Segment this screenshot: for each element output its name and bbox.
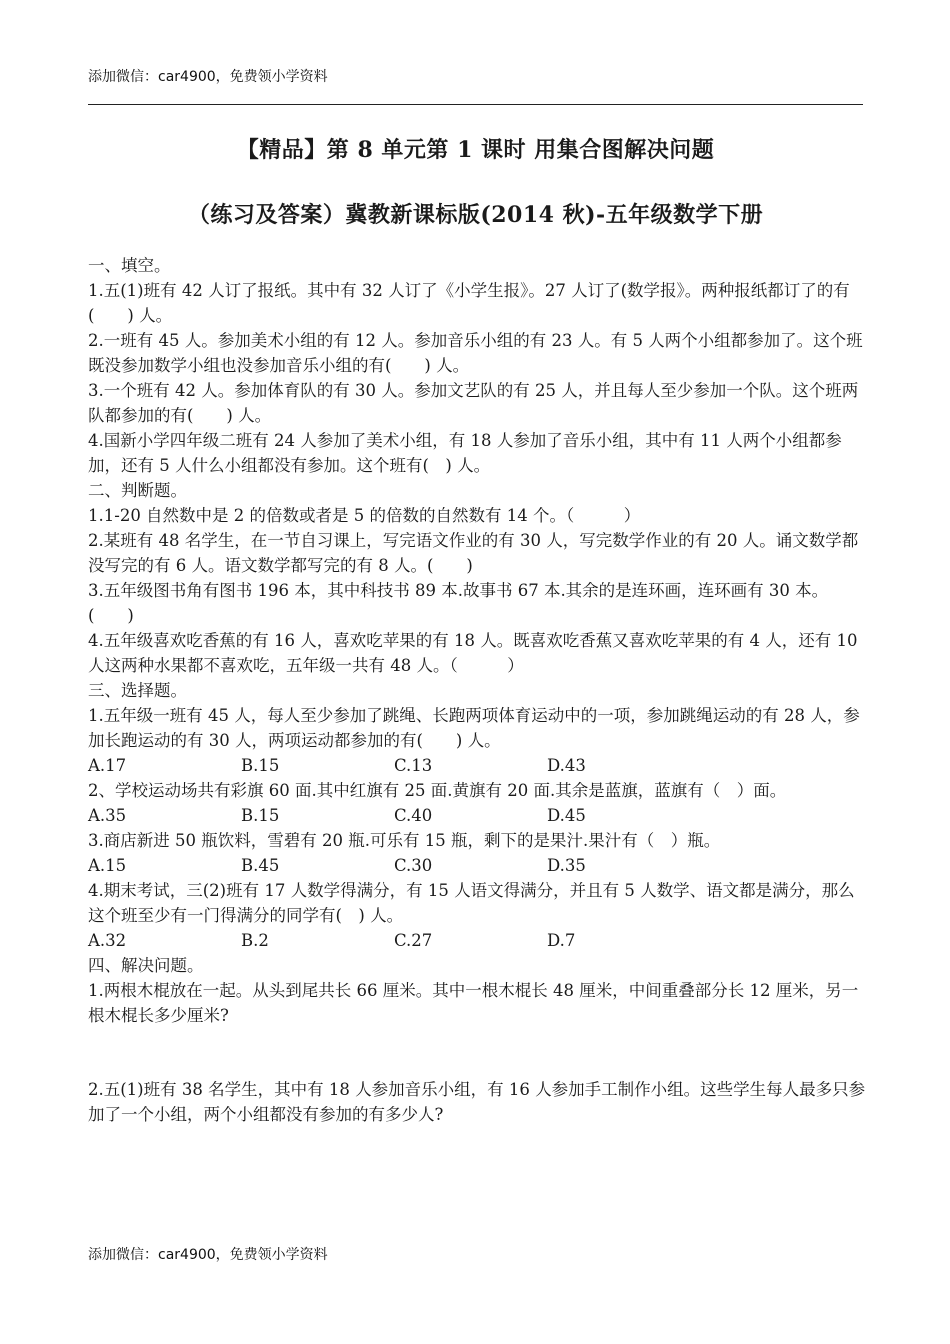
section-heading-solve: 四、解决问题。 (88, 956, 204, 975)
option-c: C.13 (394, 756, 433, 775)
choice-question-2-options (88, 803, 868, 828)
option-d: D.35 (547, 856, 586, 875)
section-heading-judge: 二、判断题。 (88, 481, 187, 500)
option-c: C.27 (394, 931, 433, 950)
option-b: B.45 (241, 856, 280, 875)
judge-question-3: 3.五年级图书角有图书 196 本，其中科技书 89 本.故事书 67 本.其余的是连环画，连环画有 30 本。( ) (88, 581, 829, 625)
option-d: D.45 (547, 806, 586, 825)
option-a: A.35 (88, 806, 127, 825)
option-b: B.2 (241, 931, 269, 950)
choice-question-2: 2、学校运动场共有彩旗 60 面.其中红旗有 25 面.黄旗有 20 面.其余是蓝旗，蓝旗有（ ）面。 (88, 781, 787, 800)
option-c: C.30 (394, 856, 433, 875)
page-subtitle: （练习及答案）冀教新课标版(2014 秋)-五年级数学下册 (187, 202, 764, 228)
judge-question-1: 1.1-20 自然数中是 2 的倍数或者是 5 的倍数的自然数有 14 个。（ ） (88, 506, 641, 525)
fill-question-3: 3.一个班有 42 人。参加体育队的有 30 人。参加文艺队的有 25 人，并且每人至少参加一个队。这个班两队都参加的有( ) 人。 (88, 381, 859, 425)
fill-question-1: 1.五(1)班有 42 人订了报纸。其中有 32 人订了《小学生报》。27 人订了(数学报》。两种报纸都订了的有( ) 人。 (88, 281, 850, 325)
footer-note: 添加微信：car4900，免费领小学资料 (88, 1247, 328, 1263)
option-a: A.15 (88, 856, 127, 875)
choice-question-3-options (88, 853, 868, 878)
judge-question-4: 4.五年级喜欢吃香蕉的有 16 人，喜欢吃苹果的有 18 人。既喜欢吃香蕉又喜欢吃苹果的有 4 人，还有 10 人这两种水果都不喜欢吃，五年级一共有 48 人。（ ） (88, 631, 858, 675)
choice-question-4: 4.期末考试，三(2)班有 17 人数学得满分，有 15 人语文得满分，并且有 5 人数学、语文都是满分，那么这个班至少有一门得满分的同学有( ) 人。 (88, 881, 855, 925)
choice-question-4-options (88, 928, 868, 953)
choice-question-1-options (88, 753, 868, 778)
option-a: A.32 (88, 931, 127, 950)
judge-question-2: 2.某班有 48 名学生，在一节自习课上，写完语文作业的有 30 人，写完数学作业的有 20 人。诵文数学都没写完的有 6 人。语文数学都写完的有 8 人。( ) (88, 531, 859, 575)
option-b: B.15 (241, 756, 280, 775)
section-heading-fill: 一、填空。 (88, 256, 171, 275)
header-note: 添加微信：car4900，免费领小学资料 (88, 69, 328, 85)
answer-space (88, 1028, 868, 1077)
option-d: D.7 (547, 931, 576, 950)
option-d: D.43 (547, 756, 586, 775)
fill-question-4: 4.国新小学四年级二班有 24 人参加了美术小组，有 18 人参加了音乐小组，其中有 11 人两个小组都参加，还有 5 人什么小组都没有参加。这个班有( ) 人。 (88, 431, 842, 475)
option-b: B.15 (241, 806, 280, 825)
header-divider (88, 104, 863, 105)
page-title: 【精品】第 8 单元第 1 课时 用集合图解决问题 (236, 137, 715, 163)
fill-question-2: 2.一班有 45 人。参加美术小组的有 12 人。参加音乐小组的有 23 人。有 5 人两个小组都参加了。这个班既没参加数学小组也没参加音乐小组的有( ) 人。 (88, 331, 863, 375)
solve-question-1: 1.两根木棍放在一起。从头到尾共长 66 厘米。其中一根木棍长 48 厘米，中间重叠部分长 12 厘米，另一根木棍长多少厘米? (88, 981, 859, 1025)
choice-question-3: 3.商店新进 50 瓶饮料，雪碧有 20 瓶.可乐有 15 瓶，剩下的是果汁.果汁有（ ）瓶。 (88, 831, 721, 850)
solve-question-2: 2.五(1)班有 38 名学生，其中有 18 人参加音乐小组，有 16 人参加手工制作小组。这些学生每人最多只参加了一个小组，两个小组都没有参加的有多少人? (88, 1080, 866, 1124)
worksheet-body (88, 253, 868, 1127)
option-c: C.40 (394, 806, 433, 825)
option-a: A.17 (88, 756, 127, 775)
section-heading-choice: 三、选择题。 (88, 681, 187, 700)
choice-question-1: 1.五年级一班有 45 人，每人至少参加了跳绳、长跑两项体育运动中的一项，参加跳绳运动的有 28 人，参加长跑运动的有 30 人，两项运动都参加的有( ) 人。 (88, 706, 860, 750)
